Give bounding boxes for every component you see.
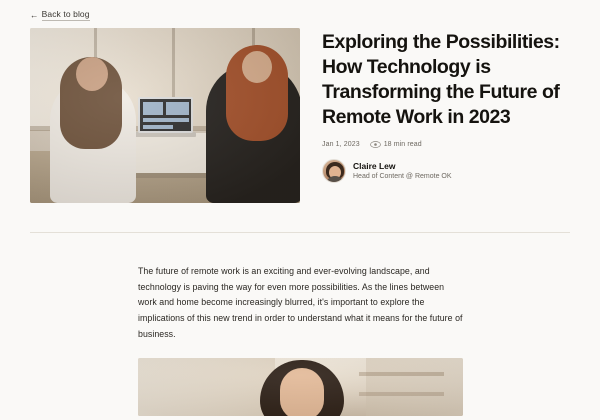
read-time: 18 min read bbox=[383, 140, 422, 148]
author-role: Head of Content @ Remote OK bbox=[353, 172, 452, 180]
hero-section bbox=[30, 28, 570, 203]
article-body bbox=[138, 264, 463, 416]
read-time-group bbox=[370, 141, 422, 148]
hero-photo-illustration bbox=[30, 28, 300, 203]
hero-text-column bbox=[322, 28, 570, 203]
inline-article-image bbox=[138, 358, 463, 416]
publish-date: Jan 1, 2023 bbox=[322, 140, 360, 148]
author-text bbox=[353, 161, 452, 181]
author-name: Claire Lew bbox=[353, 160, 396, 171]
section-divider bbox=[30, 232, 570, 233]
back-to-blog-label: Back to blog bbox=[41, 9, 90, 19]
article-paragraph: The future of remote work is an exciting and ever-evolving landscape, and technology is paving the way for even more possibilities. As the lines between work and home become increasingly blurred, it's important to explore the implications of this new trend in order to understand what it means for the future of business. bbox=[138, 266, 463, 339]
back-to-blog-link[interactable] bbox=[30, 9, 90, 21]
hero-image bbox=[30, 28, 300, 203]
page-title: Exploring the Possibilities: How Technology is Transforming the Future of Remote Work in 2023 bbox=[322, 31, 560, 128]
article-meta bbox=[322, 141, 570, 148]
author-block[interactable] bbox=[322, 159, 570, 183]
left-arrow-icon: ← bbox=[30, 10, 39, 20]
avatar bbox=[322, 159, 346, 183]
eye-icon bbox=[370, 141, 381, 148]
